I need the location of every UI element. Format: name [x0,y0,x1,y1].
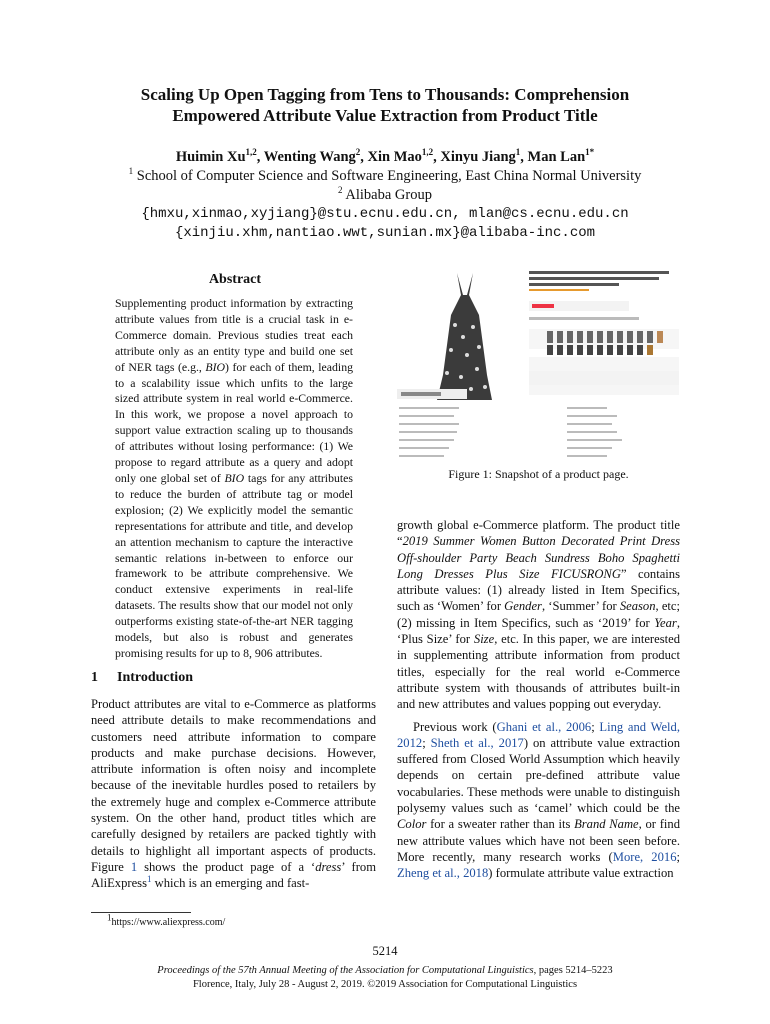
author-list: Huimin Xu$^{1,2}$, Wenting Wang$^2$, Xin Mao$^{1,2}$, Xinyu Jiang$^1$, Man Lan$^{1*}$ [175,147,595,165]
title-line-1: Scaling Up Open Tagging from Tens to Thousands: Comprehension [140,85,630,104]
paragraph [397,517,680,713]
section-title: Introduction [117,670,193,685]
body-text: ) formulate attribute value extraction [488,866,674,881]
body-text: , or find new attribute values which have not been seen before. More recently, many research works ( [397,817,680,864]
proceedings-pages: , pages 5214–5223 [533,965,613,976]
citation-link[interactable]: Ghani et al., 2006 [496,719,592,734]
affiliation-1 [60,167,710,186]
citation-link[interactable]: Ling and Weld, 2012 [397,719,680,750]
citation-sep: ; [676,849,680,864]
figure-ref-link[interactable]: 1 [130,859,138,874]
affiliation-sup: 2 [338,185,343,196]
author-name: Xin Mao [367,149,422,165]
product-title-quote: 2019 Summer Women Button Decorated Print Dress Off-shoulder Party Beach Sundress Boho Spaghetti Long Dresses Plus Size FICUSRONG [397,534,680,581]
affiliation-text: School of Computer Science and Software Engineering, East China Normal University [136,168,642,184]
abstract-body [115,296,353,662]
figure-product-page [397,265,680,460]
author-name: Huimin Xu [175,149,246,165]
footnote-mark: 1 [107,912,112,923]
attr-term: Season [619,599,656,614]
page-number: 5214 [372,944,398,958]
section-heading [91,670,193,686]
abstract-text: attributes. [272,645,323,660]
attr-term: Brand Name [574,817,639,832]
dress-image [437,273,492,400]
footnote-text: https://www.aliexpress.com/ [111,917,226,928]
intro-term: dress [315,859,342,874]
intro-text: which is an emerging and fast- [154,876,310,891]
author-name: Xinyu Jiang [440,149,516,165]
title-line-2: Empowered Attribute Value Extraction from Product Title [172,106,598,125]
paragraph [397,719,680,882]
color-swatches [529,329,679,395]
abstract-term: BIO [205,359,226,374]
body-text: , ‘Summer’ for [541,599,620,614]
author-sup: 1 [515,147,521,158]
author-sup: 2 [355,147,361,158]
abstract-text: Supplementing product information by extracting attribute values from title is a crucial task in e-Commerce domain. Previous studies treat each attribute only as an entity type and build one set of NER tags (e.g., [115,296,353,374]
product-page-snapshot [397,265,680,460]
intro-text: shows the product page of a ‘ [137,859,316,874]
footer-line-2: Florence, Italy, July 28 - August 2, 2019. ©2019 Association for Computational Linguistics [192,979,578,990]
author-sup: 1* [585,147,595,158]
footnote [107,912,226,928]
abstract-text: tags for any attributes to reduce the burden of attribute tag or model explosion; (2) We explicitly model the semantic representations for attribute and title, and develop an attention mechanism to capture the interactive semantic relations in-between to enforce our framework to be attribute comprehensive. We conduct extensive experiments in real-life datasets. The results show that our model not only outperforms existing state-of-the-art NER tagging models, but also is robust and generates promising results for up to [115,470,353,660]
right-column-text [397,517,680,882]
intro-text: ’ from AliExpress [91,859,377,891]
body-text: for a sweater rather than its [426,817,575,832]
body-text: ” contains attribute values: (1) already listed in Item Specifics, such as ‘Women’ for [397,566,680,614]
author-block [60,148,710,243]
intro-text: Product attributes are vital to e-Commerce as platforms need attribute details to make recommendations and customers need attribute information to compare products and make purchase decisions. However, attribute information is often noisy and incomplete because of the inevitable hurdles posed to retailers by the extremely huge and complex e-Commerce attribute system. On the other hand, product titles which are carefully designed by retailers are packed tightly with details to highlight all important aspects of products. Figure [91,697,376,874]
attr-term: Color [397,817,427,832]
abstract-text: ) for each of them, leading to a scalability issue which unfits to the large sized attribute system in real world e-Commerce. In this work, we propose a novel approach to support value extraction scaling up to thousands of attributes without losing performance: (1) We propose to regard attribute as a query and adopt only one global set of [115,359,353,485]
proceedings-footer [60,964,710,992]
intro-paragraph [91,696,376,892]
attr-term: Year [654,615,677,630]
abstract-term: BIO [224,470,245,485]
author-sup: 1,2 [245,147,257,158]
citation-sep: ; [422,735,431,750]
attr-term: Gender [504,599,542,614]
body-text: growth global e-Commerce platform. The product title “ [397,518,680,549]
figure-caption: Figure 1: Snapshot of a product page. [448,467,629,481]
author-name: Wenting Wang [263,149,356,165]
citation-sep: ; [591,719,600,734]
author-sup: 1,2 [421,147,434,158]
footnote-rule [91,912,191,913]
footnote-ref-link[interactable]: 1 [146,874,152,885]
affiliation-sup: 1 [128,166,134,177]
author-name: Man Lan [527,149,586,165]
footer-line-1 [60,964,710,978]
email-line-2: {xinjiu.xhm,nantiao.wwt,sunian.mx}@alibaba-inc.com [174,225,596,241]
body-text: , etc. In this paper, we are interested in supplementing attribute information from product titles, especially for the real world e-Commerce attribute system with thousands of attributes built-in and new attributes and values popping out everyday. [397,632,680,712]
email-line-1: {hmxu,xinmao,xyjiang}@stu.ecnu.edu.cn, mlan@cs.ecnu.edu.cn [141,206,629,222]
section-number: 1 [91,670,98,685]
body-text: , etc; (2) missing in Item Specifics, such as ‘2019’ for [397,599,680,630]
item-specifics-table [397,389,622,457]
abstract-heading: Abstract [208,272,262,287]
body-text: ) on attribute value extraction suffered from Closed World Assumption which heavily depends on certain pre-defined attribute value vocabularies. These methods were unable to distinguish polysemy values such as ‘camel’ which could be the [397,735,681,816]
body-text: Previous work ( [413,719,497,734]
product-title-lines [529,271,669,320]
abstract-count: 8, 906 [243,645,273,660]
affiliation-text: Alibaba Group [345,187,432,203]
citation-link[interactable]: Sheth et al., 2017 [430,735,524,750]
citation-link[interactable]: More, 2016 [612,849,677,864]
paper-title [60,84,710,126]
affiliation-2 [60,186,710,205]
citation-link[interactable]: Zheng et al., 2018 [397,866,489,881]
body-text: , ‘Plus Size’ for [397,615,680,647]
attr-term: Size [473,632,495,647]
proceedings-name: Proceedings of the 57th Annual Meeting of the Association for Computational Linguistics [157,965,534,976]
